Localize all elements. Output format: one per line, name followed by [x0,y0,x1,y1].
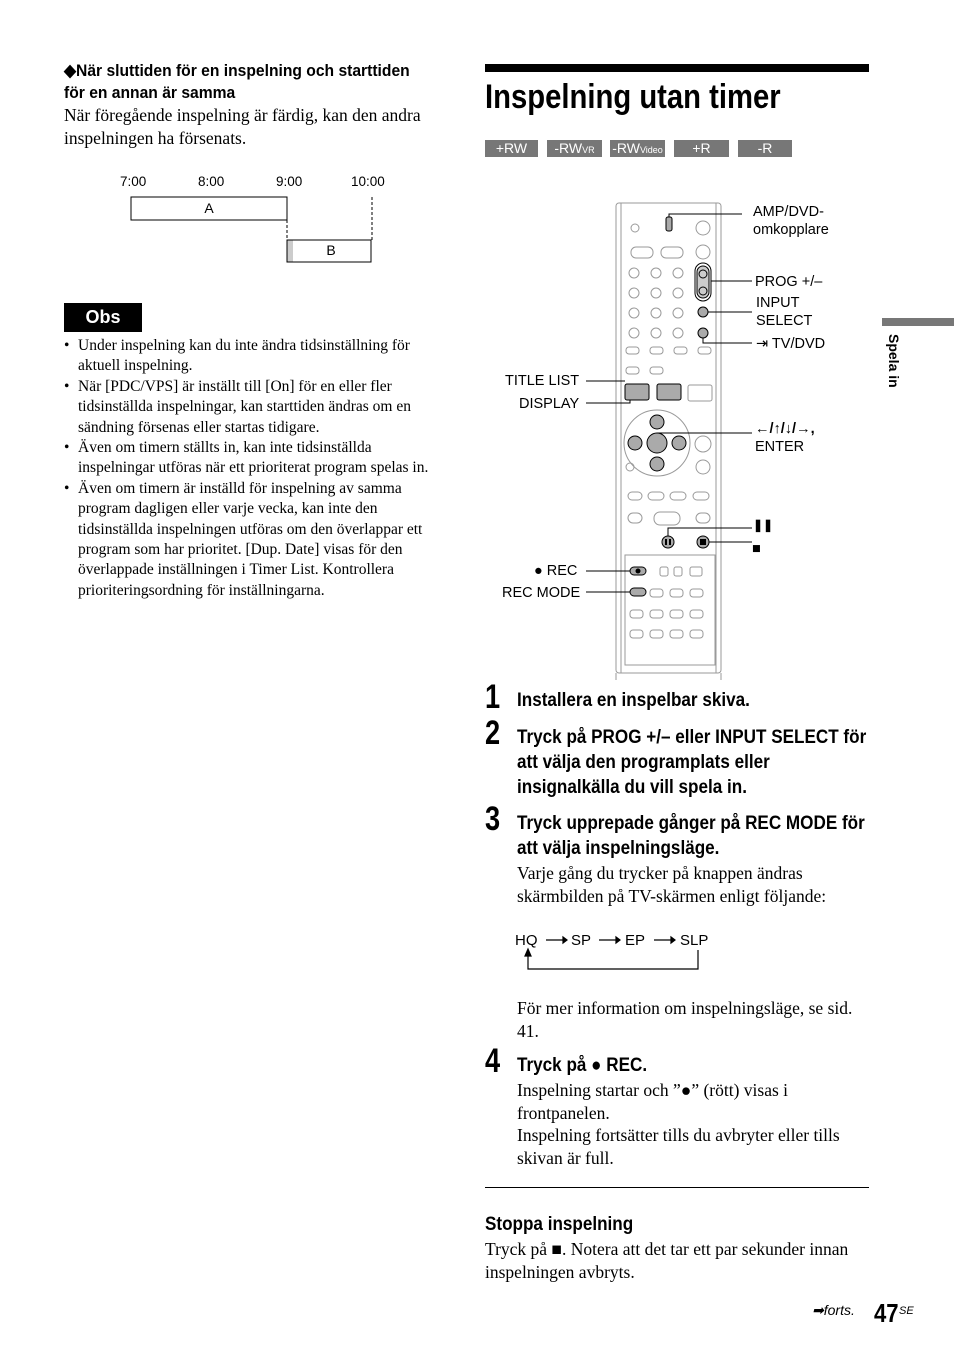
label-title-list: TITLE LIST [505,373,580,389]
disc-badge-minus-rw-video: -RWVideo [610,140,665,157]
bar-b-label: B [326,242,336,258]
label-tv-dvd: ⇥ TV/DVD [756,336,826,352]
disc-badge-plus-r: +R [674,140,729,157]
side-tab-label: Spela in [886,334,902,388]
label-select: SELECT [756,313,813,329]
obs-item: • Under inspelning kan du inte ändra tidsinställning för aktuell inspelning. [64,336,449,377]
step-text: Tryck upprepade gånger på REC MODE för att välja inspelningsläge. [517,813,865,859]
tick-label: 10:00 [351,174,385,189]
step-number: 3 [485,800,501,838]
disc-badge-minus-rw-vr: -RWVR [547,140,602,157]
step-number: 2 [485,714,501,752]
mode-label: HQ [515,932,538,949]
label-arrows: ←/↑/↓/→, [755,421,815,437]
mode-label: EP [625,932,646,949]
page-title: Inspelning utan timer [485,78,781,116]
label-stop: ■ [752,541,761,557]
stop-body: Tryck på ■. Notera att det tar ett par sekunder innan inspelningen avbryts. [485,1239,849,1282]
recording-mode-cycle [515,928,735,973]
step-text: Installera en inspelbar skiva. [517,690,750,711]
obs-item: • När [PDC/VPS] är inställt till [On] för en eller fler tidsinställda inspelningar, kan starttiden ändras om en sändning försenas eller startas tidigare. [64,377,449,438]
step4-body-1: Inspelning startar och ”●” (rött) visas i frontpanelen. [517,1080,789,1123]
title-rule [485,64,869,72]
step-text: Tryck på PROG +/– eller INPUT SELECT för att välja den programplats eller insignalkälla du vill spela in. [517,727,867,798]
side-tab-bar [882,318,954,326]
continued-label: ➡forts. [812,1302,855,1318]
obs-item: • Även om timern är inställd för inspelning av samma program dagligen eller varje vecka, kan inte den tidsinställda inspelningen utföras om den överlappar ett program som har prioritet. [Dup. Date] visas för den överlappade inställningen i Timer List. Kontrollera prioriteringsordning för inställningarna. [64,479,449,601]
section-divider [485,1187,869,1188]
step3-more-info: För mer information om inspelningsläge, se sid. 41. [517,998,853,1041]
label-rec: ● REC [534,563,578,579]
page-suffix: SE [899,1305,914,1317]
label-input: INPUT [756,295,800,311]
disc-badge-plus-rw: +RW [485,140,538,157]
label-amp-dvd-2: omkopplare [753,222,829,238]
mode-label: SLP [680,932,709,949]
timeline-diagram [110,170,410,270]
recording-bar-b-shade [287,240,293,262]
obs-list [64,336,449,601]
tick-label: 7:00 [120,174,147,189]
label-prog: PROG +/– [755,274,823,290]
step3-body: Varje gång du trycker på knappen ändras skärmbilden på TV-skärmen enligt följande: [517,863,827,906]
obs-badge: Obs [64,303,142,332]
label-pause: ❚❚ [753,518,774,532]
tick-label: 9:00 [276,174,303,189]
step-number: 4 [485,1042,501,1080]
step-text: Tryck på ● REC. [517,1055,648,1076]
step-number: 1 [485,678,501,716]
bar-a-label: A [204,200,214,216]
tick-label: 8:00 [198,174,225,189]
obs-item: • Även om timern ställts in, kan inte tidsinställda inspelningar utföras när ett prioriterat program spelas in. [64,438,449,479]
label-amp-dvd: AMP/DVD- [753,204,824,220]
stop-heading: Stoppa inspelning [485,1214,634,1235]
mode-label: SP [571,932,592,949]
note-heading: ◆När sluttiden för en inspelning och starttiden för en annan är samma [64,61,410,102]
note-body: När föregående inspelning är färdig, kan den andra inspelningen ha försenats. [64,105,421,148]
step4-body-2: Inspelning fortsätter tills du avbryter eller tills skivan är full. [517,1125,840,1168]
label-display: DISPLAY [519,396,580,412]
label-rec-mode: REC MODE [502,585,581,601]
label-enter: ENTER [755,439,805,455]
disc-badge-minus-r: -R [738,140,792,157]
page-number: 47 [874,1298,899,1328]
